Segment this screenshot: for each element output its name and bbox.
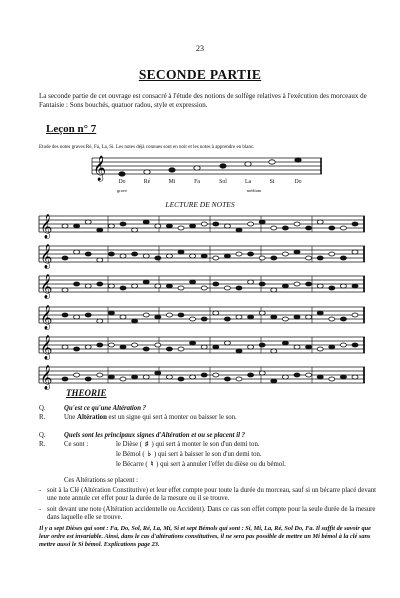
whole-note <box>245 162 251 166</box>
whole-note <box>119 172 125 176</box>
whole-note <box>143 220 149 224</box>
whole-note <box>248 280 254 284</box>
whole-note <box>224 377 230 381</box>
whole-note <box>178 226 184 230</box>
whole-note <box>352 343 358 347</box>
whole-note <box>340 284 346 288</box>
whole-note <box>306 256 312 260</box>
whole-note <box>282 284 288 288</box>
whole-note <box>190 317 196 321</box>
whole-note <box>132 228 138 232</box>
whole-note <box>306 315 312 319</box>
whole-note <box>294 282 300 286</box>
whole-note <box>74 282 80 286</box>
whole-note <box>271 288 277 292</box>
whole-note <box>340 226 346 230</box>
r1-answer <box>64 414 237 422</box>
whole-note <box>271 379 277 383</box>
whole-note <box>248 315 254 319</box>
note-label: La <box>244 179 252 185</box>
placement-2: soit devant une note (Altération accidentelle ou Accident). Dans ce cas son effet compte pour la seule durée de la mesure dans laquelle elle se trouve. <box>47 506 376 522</box>
whole-note <box>62 377 68 381</box>
r1-post: est un signe qui sert à monter ou baisser le son. <box>106 414 237 421</box>
whole-note <box>194 166 200 170</box>
whole-note <box>236 252 242 256</box>
whole-note <box>143 313 149 317</box>
r2-label: R. <box>39 441 46 448</box>
note-label: Do <box>294 179 302 185</box>
whole-note <box>294 315 300 319</box>
whole-note <box>340 256 346 260</box>
whole-note <box>85 377 91 381</box>
r2-lead: Ce sont : <box>64 441 89 448</box>
whole-note <box>294 222 300 226</box>
bullet-1: - <box>39 487 42 494</box>
reading-staff <box>39 272 365 296</box>
whole-note <box>271 349 277 353</box>
q2-label: Q. <box>39 432 46 439</box>
lesson-instruction: Etude des notes graves Ré, Fa, La, Si. Les notes déjà connues sont en noir et les notes à apprendre en blanc. <box>39 145 255 150</box>
whole-note <box>317 256 323 260</box>
whole-note <box>201 222 207 226</box>
demo-staff <box>92 152 322 180</box>
whole-note <box>85 284 91 288</box>
whole-note <box>282 375 288 379</box>
note-label: Ré <box>143 179 151 185</box>
whole-note <box>108 375 114 379</box>
reading-staff <box>39 303 365 327</box>
whole-note <box>108 284 114 288</box>
whole-note <box>224 254 230 258</box>
whole-note <box>85 220 91 224</box>
whole-note <box>329 286 335 290</box>
whole-note <box>97 319 103 323</box>
whole-note <box>213 311 219 315</box>
whole-note <box>74 315 80 319</box>
sign-row-natural: le Bécarre ( ♮ ) qui sert à annuler l'effet du dièse ou du bémol. <box>116 461 286 468</box>
note-label: Fa <box>194 179 200 185</box>
reading-staff <box>39 333 365 357</box>
whole-note <box>62 345 68 349</box>
intro-paragraph: La seconde partie de cet ouvrage est consacré à l'étude des notions de solfège relatives à l'exécution des morceaux de Fantaisie : Sons bouchés, quatuor radou, style et expression. <box>39 92 367 110</box>
whole-note <box>201 345 207 349</box>
whole-note <box>178 313 184 317</box>
whole-note <box>317 375 323 379</box>
whole-note <box>190 341 196 345</box>
whole-note <box>294 345 300 349</box>
whole-note <box>294 373 300 377</box>
whole-note <box>271 315 277 319</box>
whole-note <box>74 373 80 377</box>
final-note: Il y a sept Dièses qui sont : Fa, Do, Sol, Ré, La, Mi, Si et sept Bémols qui sont : Si, Mi, La, Ré, Sol Do, Fa. Il suffit de savoir que leur ordre est invariable. Ainsi, dans le cas d'altérations constitutives, il ne sera pas possible de mettre un Mi bémol à la clé sans mettre aussi le Si bémol. Explications page 23. <box>39 525 371 549</box>
whole-note <box>144 170 150 174</box>
whole-note <box>155 343 161 347</box>
whole-note <box>236 286 242 290</box>
whole-note <box>329 345 335 349</box>
r1-term: Altération <box>77 414 107 421</box>
whole-note <box>85 313 91 317</box>
page-number: 23 <box>196 44 204 53</box>
r1-label: R. <box>39 414 46 421</box>
whole-note <box>259 311 265 315</box>
whole-note <box>108 311 114 315</box>
treble-clef-icon: 𝄞 <box>40 274 53 298</box>
whole-note <box>213 222 219 226</box>
whole-note <box>282 226 288 230</box>
whole-note <box>120 286 126 290</box>
whole-note <box>224 224 230 228</box>
whole-note <box>74 250 80 254</box>
whole-note <box>132 252 138 256</box>
sign-desc: qui sert à monter le son d'un demi ton. <box>155 441 260 448</box>
treble-clef-icon: 𝄞 <box>40 365 53 389</box>
whole-note <box>340 317 346 321</box>
whole-note <box>236 315 242 319</box>
note-label: Do <box>118 179 126 185</box>
whole-note <box>190 375 196 379</box>
whole-note <box>74 347 80 351</box>
whole-note <box>132 343 138 347</box>
whole-note <box>108 252 114 256</box>
whole-note <box>132 319 138 323</box>
whole-note <box>201 286 207 290</box>
whole-note <box>213 256 219 260</box>
whole-note <box>132 375 138 379</box>
treble-clef-icon: 𝄞 <box>93 156 107 181</box>
whole-note <box>236 377 242 381</box>
whole-note <box>62 256 68 260</box>
whole-note <box>97 228 103 232</box>
whole-note <box>269 160 275 164</box>
whole-note <box>178 347 184 351</box>
whole-note <box>236 349 242 353</box>
whole-note <box>259 371 265 375</box>
whole-note <box>352 284 358 288</box>
whole-note <box>97 282 103 286</box>
whole-note <box>97 373 103 377</box>
whole-note <box>190 280 196 284</box>
whole-note <box>178 377 184 381</box>
whole-note <box>62 313 68 317</box>
whole-note <box>248 373 254 377</box>
sign-row-sharp: le Dièse ( ♯ ) qui sert à monter le son d'un demi ton. <box>116 441 260 448</box>
note-sub-grave: grave <box>117 188 127 193</box>
whole-note <box>352 222 358 226</box>
whole-note <box>201 254 207 258</box>
whole-note <box>169 168 175 172</box>
whole-note <box>306 373 312 377</box>
treble-clef-icon: 𝄞 <box>40 244 53 268</box>
natural-icon: ♮ <box>150 461 154 468</box>
whole-note <box>352 375 358 379</box>
whole-note <box>120 377 126 381</box>
whole-note <box>108 343 114 347</box>
whole-note <box>155 284 161 288</box>
whole-note <box>329 317 335 321</box>
whole-note <box>201 373 207 377</box>
whole-note <box>108 224 114 228</box>
whole-note <box>352 250 358 254</box>
whole-note <box>190 224 196 228</box>
whole-note <box>282 317 288 321</box>
q2-question: Quels sont les principaux signes d'Altération et ou se placent il ? <box>64 432 246 439</box>
whole-note <box>352 313 358 317</box>
treble-clef-icon: 𝄞 <box>40 214 53 238</box>
whole-note <box>62 224 68 228</box>
whole-note <box>120 345 126 349</box>
whole-note <box>155 224 161 228</box>
whole-note <box>317 347 323 351</box>
whole-note <box>224 317 230 321</box>
whole-note <box>248 345 254 349</box>
whole-note <box>155 315 161 319</box>
whole-note <box>97 258 103 262</box>
whole-note <box>294 250 300 254</box>
whole-note <box>166 375 172 379</box>
whole-note <box>143 254 149 258</box>
whole-note <box>213 373 219 377</box>
r1-pre: Une <box>64 414 78 421</box>
whole-note <box>166 224 172 228</box>
whole-note <box>248 222 254 226</box>
whole-note <box>166 254 172 258</box>
whole-note <box>271 226 277 230</box>
lecture-title: LECTURE DE NOTES <box>165 200 235 209</box>
note-label: Si <box>269 179 275 185</box>
q1-question: Qu'est ce qu'une Altération ? <box>64 405 147 412</box>
note-label: Mi <box>168 179 176 185</box>
whole-note <box>271 256 277 260</box>
whole-note <box>317 220 323 224</box>
whole-note <box>224 286 230 290</box>
page-title: SECONDE PARTIE <box>138 67 262 82</box>
reading-staff <box>39 212 365 236</box>
lesson-title: Leçon n° 7 <box>46 123 97 135</box>
whole-note <box>201 317 207 321</box>
whole-note <box>282 252 288 256</box>
placement-intro: Ces Altérations se placent : <box>64 477 138 484</box>
whole-note <box>220 164 226 168</box>
sign-desc: qui sert à annuler l'effet du dièse ou du bémol. <box>160 461 286 468</box>
sign-name: le Bécarre <box>116 461 144 468</box>
whole-note <box>259 256 265 260</box>
whole-note <box>143 375 149 379</box>
whole-note <box>155 256 161 260</box>
whole-note <box>166 313 172 317</box>
whole-note <box>282 341 288 345</box>
whole-note <box>143 347 149 351</box>
whole-note <box>248 252 254 256</box>
q1-label: Q. <box>39 405 46 412</box>
treble-clef-icon: 𝄞 <box>40 335 53 359</box>
whole-note <box>236 228 242 232</box>
whole-note <box>120 254 126 258</box>
whole-note <box>340 375 346 379</box>
note-sub-medium: médium <box>246 188 262 193</box>
flat-icon: ♭ <box>147 451 151 458</box>
whole-note <box>178 286 184 290</box>
sign-desc: qui sert à baisser le son d'un demi ton. <box>157 451 262 458</box>
whole-note <box>74 224 80 228</box>
treble-clef-icon: 𝄞 <box>40 305 53 329</box>
whole-note <box>306 345 312 349</box>
whole-note <box>178 250 184 254</box>
whole-note <box>224 341 230 345</box>
whole-note <box>259 282 265 286</box>
whole-note <box>329 252 335 256</box>
theory-heading: THEORIE <box>66 388 107 398</box>
whole-note <box>329 377 335 381</box>
whole-note <box>120 315 126 319</box>
whole-note <box>295 158 301 162</box>
whole-note <box>340 343 346 347</box>
whole-note <box>306 282 312 286</box>
whole-note <box>190 254 196 258</box>
whole-note <box>62 288 68 292</box>
whole-note <box>97 343 103 347</box>
bullet-2: - <box>39 506 42 513</box>
sign-name: le Bémol <box>116 451 141 458</box>
whole-note <box>155 371 161 375</box>
note-label: Sol <box>219 179 227 185</box>
sign-row-flat: le Bémol ( ♭ ) qui sert à baisser le son d'un demi ton. <box>116 451 262 458</box>
whole-note <box>213 282 219 286</box>
whole-note <box>85 345 91 349</box>
whole-note <box>317 311 323 315</box>
whole-note <box>166 284 172 288</box>
whole-note <box>85 252 91 256</box>
whole-note <box>306 226 312 230</box>
whole-note <box>317 284 323 288</box>
whole-note <box>143 280 149 284</box>
whole-note <box>120 222 126 226</box>
reading-staff <box>39 242 365 266</box>
whole-note <box>132 284 138 288</box>
reading-staff <box>39 363 365 387</box>
whole-note <box>259 343 265 347</box>
placement-1: soit à la Clé (Altération Constitutive) et leur effet compte pour toute la durée du morceau, sauf si un bécarre placé devant une note annule cet effet pour la durée de la mesure ou il se trouve. <box>47 487 377 503</box>
sign-name: le Dièse <box>116 441 139 448</box>
whole-note <box>213 345 219 349</box>
sharp-icon: ♯ <box>145 441 149 448</box>
whole-note <box>259 220 265 224</box>
whole-note <box>166 347 172 351</box>
whole-note <box>329 226 335 230</box>
